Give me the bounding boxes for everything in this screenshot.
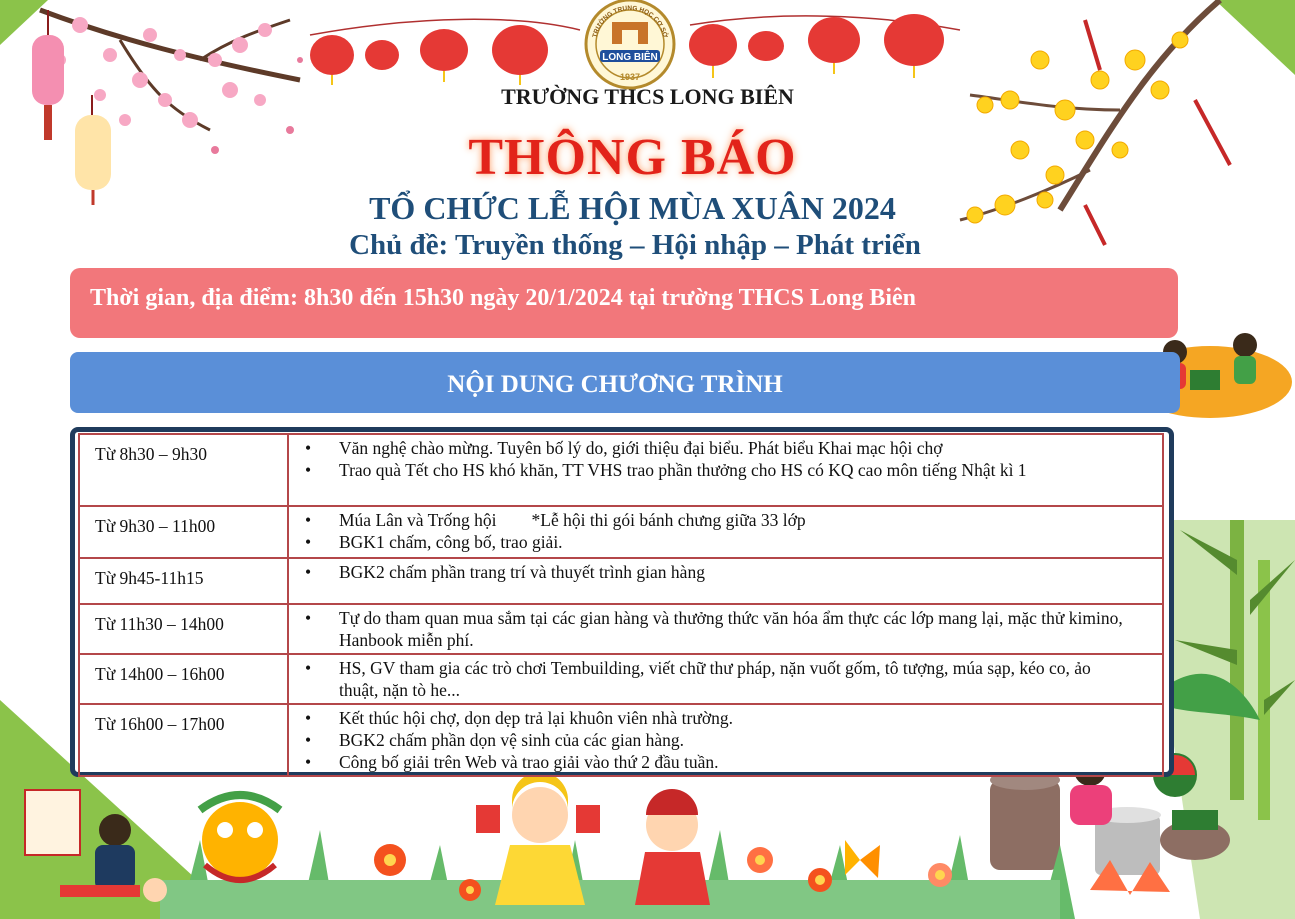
list-item: • BGK2 chấm phần trang trí và thuyết trình gian hàng xyxy=(305,561,1132,583)
table-row xyxy=(79,558,1163,604)
table-row xyxy=(79,604,1163,654)
time-cell: Từ 9h30 – 11h00 xyxy=(79,506,288,558)
time-cell: Từ 14h00 – 16h00 xyxy=(79,654,288,704)
svg-text:TRƯỜNG TRUNG HỌC CƠ SỞ xyxy=(592,5,671,39)
schedule-table xyxy=(78,433,1164,777)
list-item: • Kết thúc hội chợ, dọn dẹp trả lại khuôn viên nhà trường. xyxy=(305,707,1132,729)
time-cell: Từ 16h00 – 17h00 xyxy=(79,704,288,776)
butterfly-icon xyxy=(845,840,880,878)
table-row xyxy=(79,506,1163,558)
activity-cell xyxy=(288,654,1163,704)
activity-cell xyxy=(288,434,1163,506)
activity-cell xyxy=(288,558,1163,604)
table-row xyxy=(79,704,1163,776)
list-item: • Công bố giải trên Web và trao giải vào thứ 2 đầu tuần. xyxy=(305,751,1132,773)
program-heading-text: NỘI DUNG CHƯƠNG TRÌNH xyxy=(447,371,783,398)
list-item: • HS, GV tham gia các trò chơi Tembuilding, viết chữ thư pháp, nặn vuốt gốm, tô tượng, múa sạp, kéo co, ảo thuật, nặn tò he... xyxy=(305,657,1132,701)
list-item: • Múa Lân và Trống hội *Lễ hội thi gói bánh chưng giữa 33 lớp xyxy=(305,509,1132,531)
announcement-title: THÔNG BÁO xyxy=(468,129,797,186)
list-item: • Tự do tham quan mua sắm tại các gian hàng và thưởng thức văn hóa ẩm thực các lớp mang lại, mặc thử kimino, Hanbook miễn phí. xyxy=(305,607,1132,651)
table-row xyxy=(79,654,1163,704)
logo-year-text: 1937 xyxy=(619,72,641,82)
table-row xyxy=(79,434,1163,506)
activity-cell xyxy=(288,506,1163,558)
time-cell: Từ 11h30 – 14h00 xyxy=(79,604,288,654)
child-red-ao-dai-icon xyxy=(635,789,710,905)
activity-cell xyxy=(288,604,1163,654)
tree-stump-icon xyxy=(990,770,1060,870)
time-cell: Từ 9h45-11h15 xyxy=(79,558,288,604)
list-item: • BGK1 chấm, công bố, trao giải. xyxy=(305,531,1132,553)
school-name: TRƯỜNG THCS LONG BIÊN xyxy=(501,84,794,109)
logo-ring-text-layer xyxy=(586,0,674,88)
lion-dance-icon xyxy=(200,795,280,880)
logo-name-text: LONG BIÊN xyxy=(602,52,658,63)
event-theme: Chủ đề: Truyền thống – Hội nhập – Phát triển xyxy=(349,229,921,261)
list-item: • BGK2 chấm phần dọn vệ sinh của các gian hàng. xyxy=(305,729,1132,751)
time-location-text: Thời gian, địa điểm: 8h30 đến 15h30 ngày 20/1/2024 tại trường THCS Long Biên xyxy=(90,285,917,311)
activity-cell xyxy=(288,704,1163,776)
time-cell: Từ 8h30 – 9h30 xyxy=(79,434,288,506)
logo-ring-text: TRƯỜNG TRUNG HỌC CƠ SỞ xyxy=(591,4,669,39)
list-item: • Văn nghệ chào mừng. Tuyên bố lý do, giới thiệu đại biểu. Phát biểu Khai mạc hội chợ xyxy=(305,437,1132,459)
list-item: • Trao quà Tết cho HS khó khăn, TT VHS trao phần thưởng cho HS có KQ cao môn tiếng Nhật kì 1 xyxy=(305,459,1132,481)
event-subtitle: TỔ CHỨC LỄ HỘI MÙA XUÂN 2024 xyxy=(369,190,896,226)
